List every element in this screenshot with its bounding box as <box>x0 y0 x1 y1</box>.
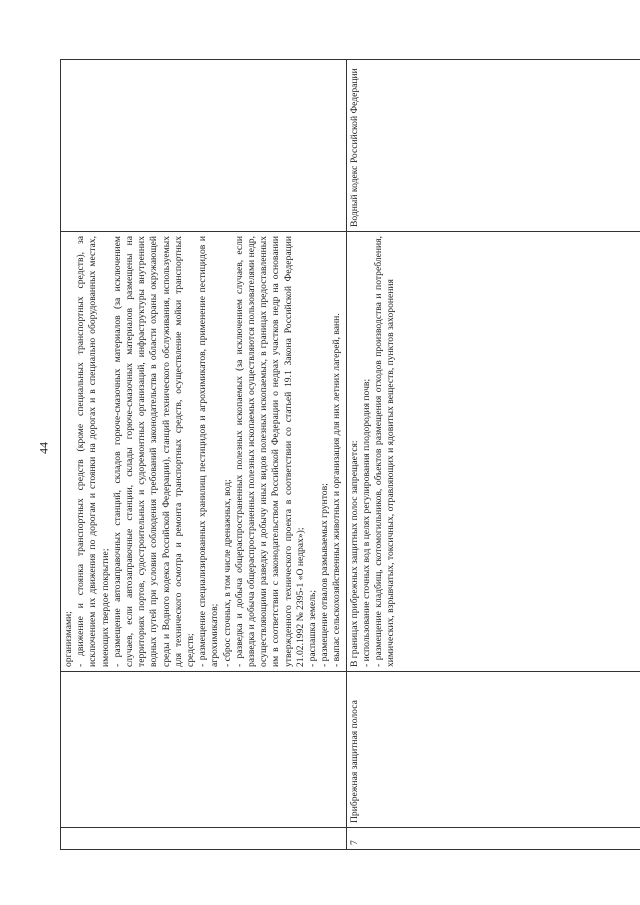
restriction-line: - размещение специализированных хранилищ пестицидов и агрохимикатов, применение пестицидов и агрохимикатов; <box>197 236 221 667</box>
restriction-line: - использование сточных вод в целях регулирования плодородия почв; <box>360 378 372 667</box>
row-number: 7 <box>346 828 640 850</box>
row-number <box>61 828 347 850</box>
restriction-line: - сброс сточных, в том числе дренажных, вод; <box>221 479 233 667</box>
restrictions-table <box>60 59 640 850</box>
restriction-line: - размещение кладбищ, скотомогильников, объектов размещения отходов производства и потребления, химических, взрывчатых, токсичных, отравляющих и ядовитых веществ, пунктов захоронения <box>373 236 397 667</box>
table-row <box>61 60 347 850</box>
restrictions-text <box>346 232 640 672</box>
restriction-line: организмами; <box>63 611 74 667</box>
rotated-page <box>60 60 580 850</box>
zone-name: Прибрежная защитная полоса <box>346 672 640 828</box>
table-row <box>346 60 640 850</box>
legal-basis: Водный кодекс Российской Федерации <box>346 60 640 232</box>
restriction-line: - размещение автозаправочных станций, складов горюче-смазочных материалов (за исключением случаев, если автозаправочные станции, склады горюче-смазочных материалов размещены на территориях портов, судостроительных и судоремонтных организаций, инфраструктуры внутренних водных путей при условии соблюдения требований законодательства в области охраны окружающей среды и Водного кодекса Российской Федерации), станций технического обслуживания, используемых для технического осмотра и ремонта транспортных средств, осуществление мойки транспортных средств; <box>111 236 197 667</box>
restriction-line: - распашка земель; <box>307 589 319 667</box>
restriction-line: - разведка и добыча общераспространенных полезных ископаемых (за исключением случаев, если разведка и добыча общераспространенных полезных ископаемых осуществляются пользователями недр, осуществляющими разведку и добычу иных видов полезных ископаемых, в границах предоставленных им в соответствии с законодательством Российской Федерации о недрах участков недр на основании утвержденного технического проекта в соответствии со статьей 19.1 Закона Российской Федерации 21.02.1992 № 2395-1 «О недрах»); <box>233 236 306 667</box>
page-number: 44 <box>36 442 51 454</box>
restriction-line: В границах прибрежных защитных полос запрещается: <box>348 440 360 667</box>
restriction-line: - движение и стоянка транспортных средств (кроме специальных транспортных средств), за исключением их движения по дорогам и стоянки на дорогах и в специально оборудованных местах, имеющих твердое покрытие; <box>75 236 111 667</box>
restriction-line: - размещение отвалов размываемых грунтов; <box>319 483 331 667</box>
restriction-line: - выпас сельскохозяйственных животных и организация для них летних лагерей, ванн. <box>331 313 343 667</box>
restrictions-text <box>61 232 347 672</box>
legal-basis <box>61 60 347 232</box>
zone-name <box>61 672 347 828</box>
